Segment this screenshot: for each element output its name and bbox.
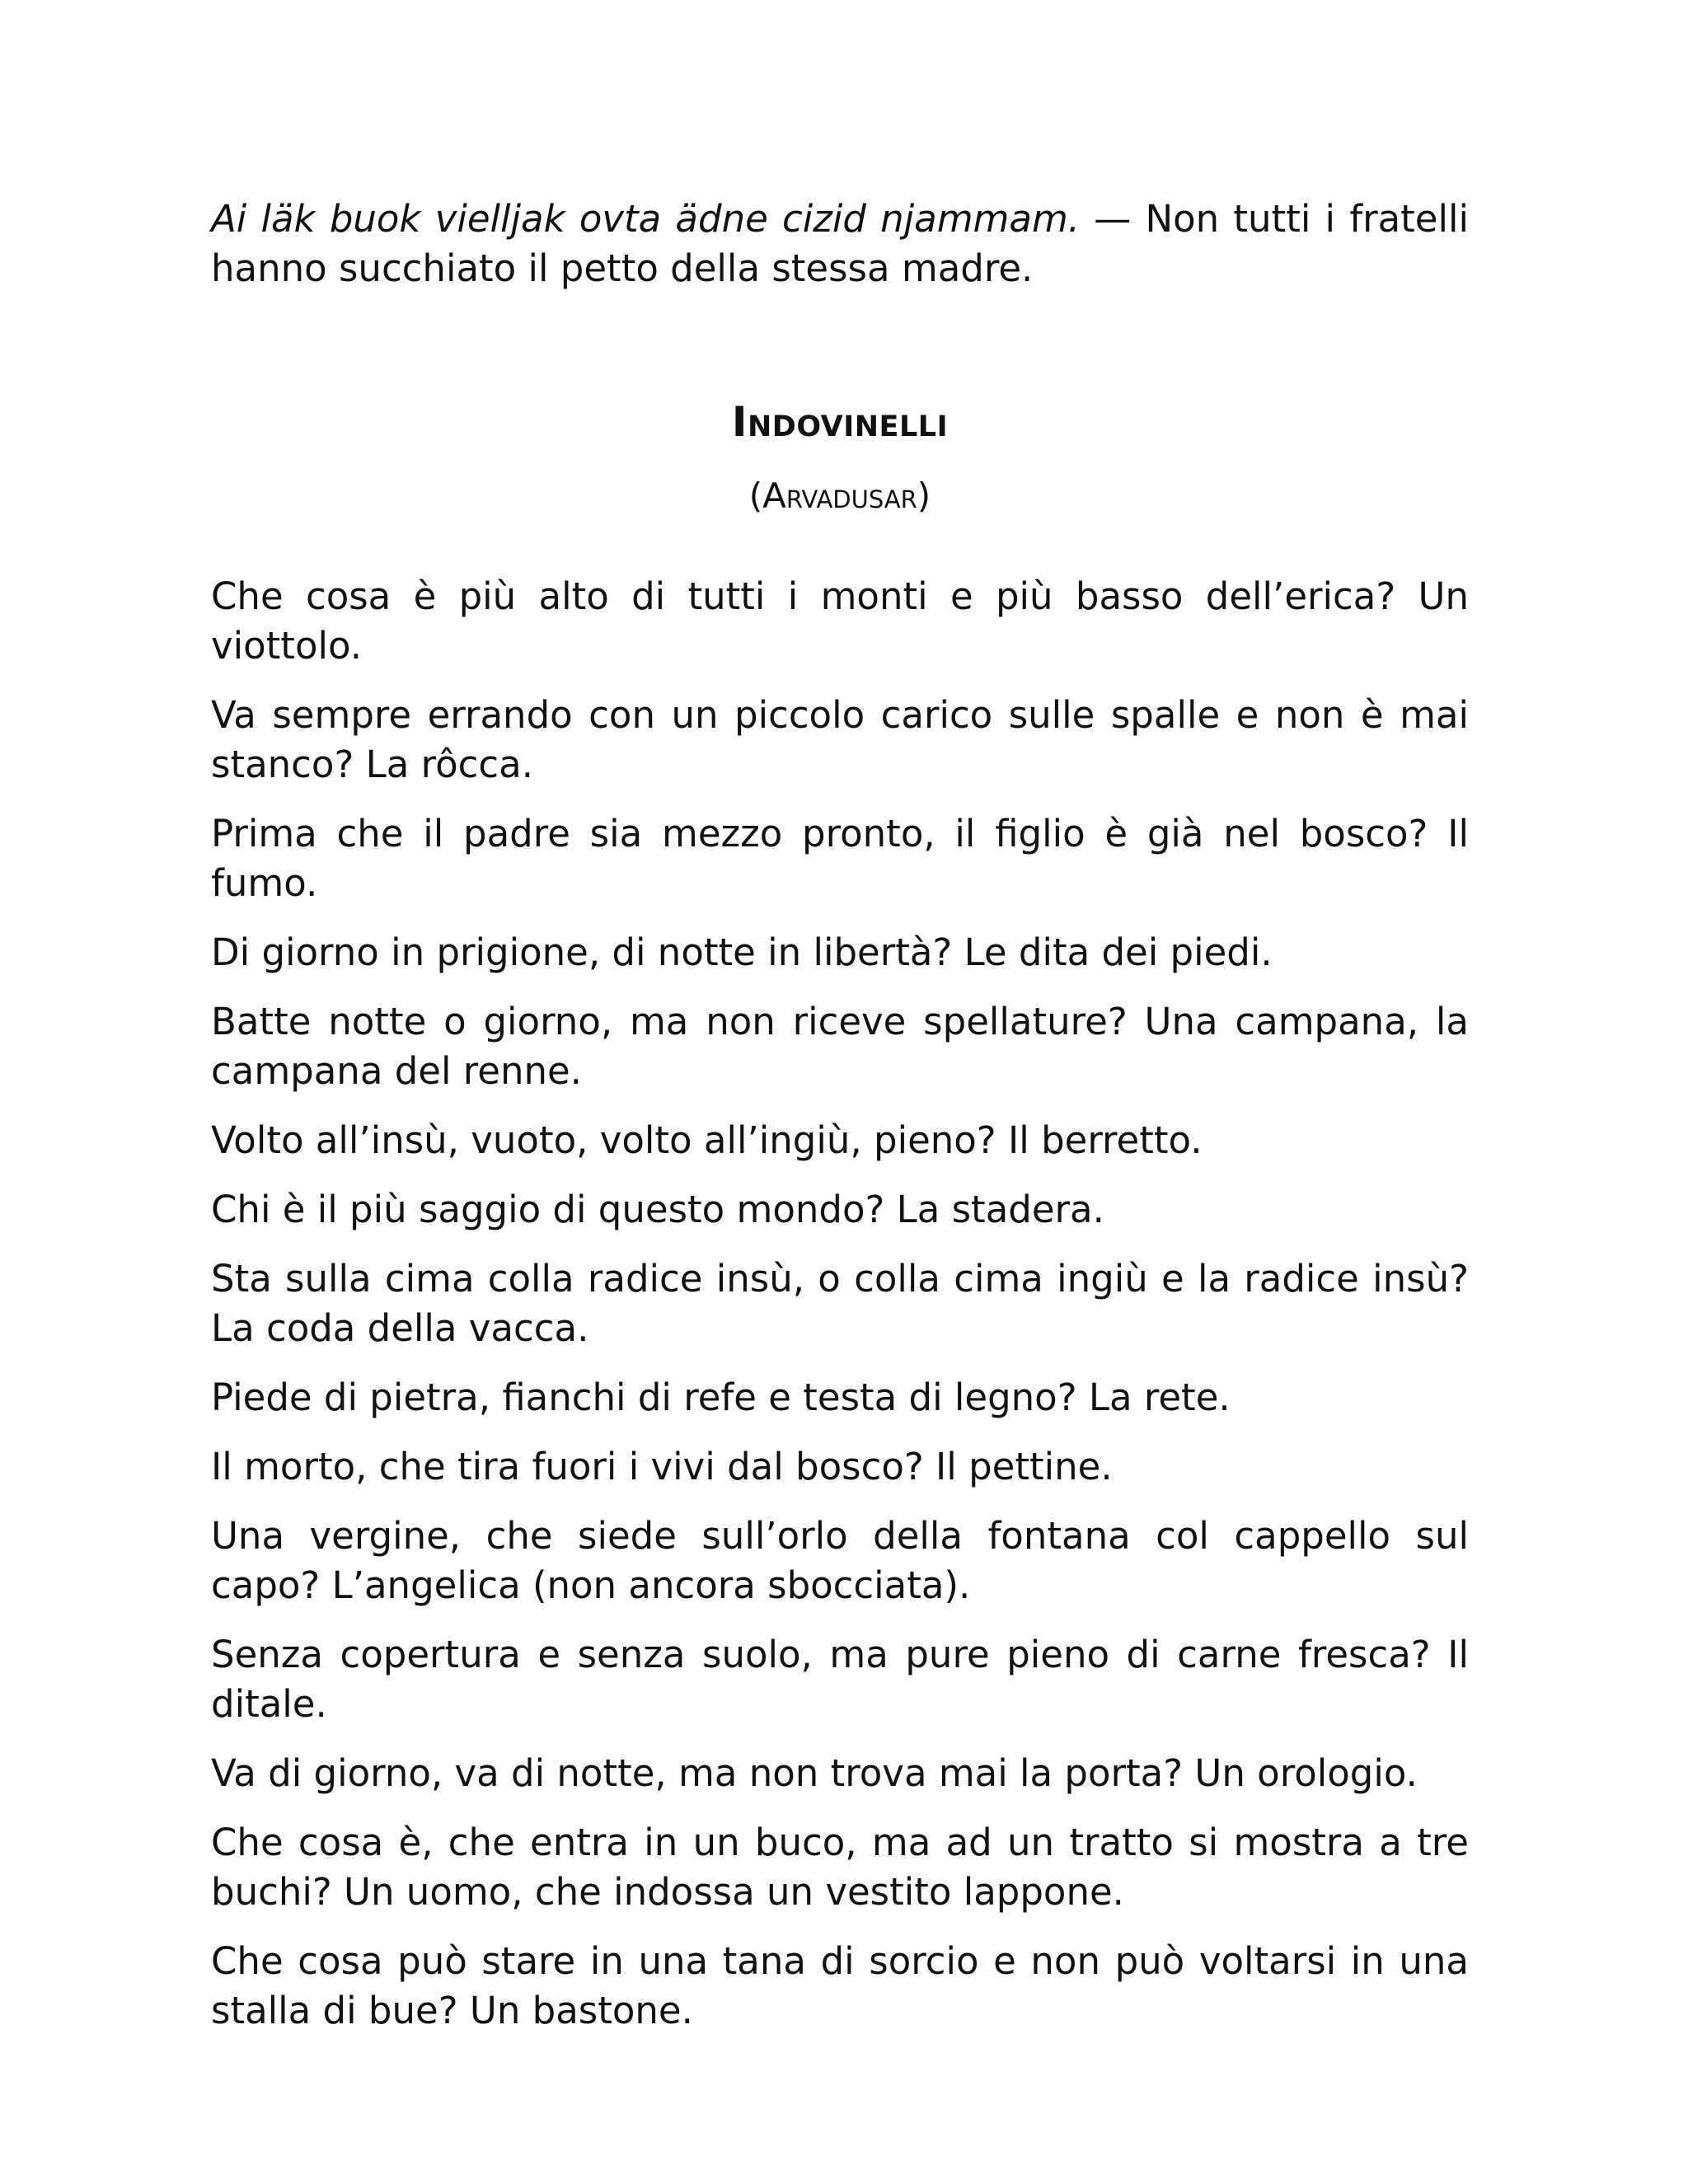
riddle-item: Sta sulla cima colla radice insù, o colla cima ingiù e la radice insù? La coda della vacca. xyxy=(211,1257,1469,1350)
riddle-item: Piede di pietra, fianchi di refe e testa di legno? La rete. xyxy=(211,1376,1231,1419)
riddle-item: Una vergine, che siede sull’orlo della fontana col cappello sul capo? L’angelica (non ancora sbocciata). xyxy=(211,1514,1469,1607)
proverb-translation: — Non tutti i fratelli hanno succhiato il petto della stessa madre. xyxy=(211,197,1470,290)
section-heading: Indovinelli xyxy=(731,398,949,446)
section-subheading: (Arvadusar) xyxy=(748,476,931,516)
riddle-item: Chi è il più saggio di questo mondo? La stadera. xyxy=(211,1188,1104,1231)
intro-proverb xyxy=(211,194,1469,293)
riddle-item: Di giorno in prigione, di notte in libertà? Le dita dei piedi. xyxy=(211,930,1273,974)
proverb-original: Ai läk buok vielljak ovta ädne cizid njammam. xyxy=(211,197,1081,241)
riddle-item: Va di giorno, va di notte, ma non trova mai la porta? Un orologio. xyxy=(211,1751,1418,1795)
riddle-item: Prima che il padre sia mezzo pronto, il figlio è già nel bosco? Il fumo. xyxy=(211,812,1469,905)
riddle-item: Il morto, che tira fuori i vivi dal bosco? Il pettine. xyxy=(211,1445,1113,1488)
riddle-item: Che cosa può stare in una tana di sorcio e non può voltarsi in una stalla di bue? Un bastone. xyxy=(211,1939,1469,2032)
riddle-list xyxy=(211,572,1469,2036)
riddle-item: Che cosa è più alto di tutti i monti e più basso dell’erica? Un viottolo. xyxy=(211,574,1469,668)
riddle-item: Va sempre errando con un piccolo carico sulle spalle e non è mai stanco? La rôcca. xyxy=(211,693,1469,786)
riddle-item: Senza copertura e senza suolo, ma pure pieno di carne fresca? Il ditale. xyxy=(211,1633,1469,1726)
riddle-item: Che cosa è, che entra in un buco, ma ad un tratto si mostra a tre buchi? Un uomo, che indossa un vestito lappone. xyxy=(211,1821,1469,1914)
riddle-item: Batte notte o giorno, ma non riceve spellature? Una campana, la campana del renne. xyxy=(211,1000,1469,1093)
document-page xyxy=(211,194,1469,2055)
riddle-item: Volto all’insù, vuoto, volto all’ingiù, pieno? Il berretto. xyxy=(211,1118,1203,1162)
